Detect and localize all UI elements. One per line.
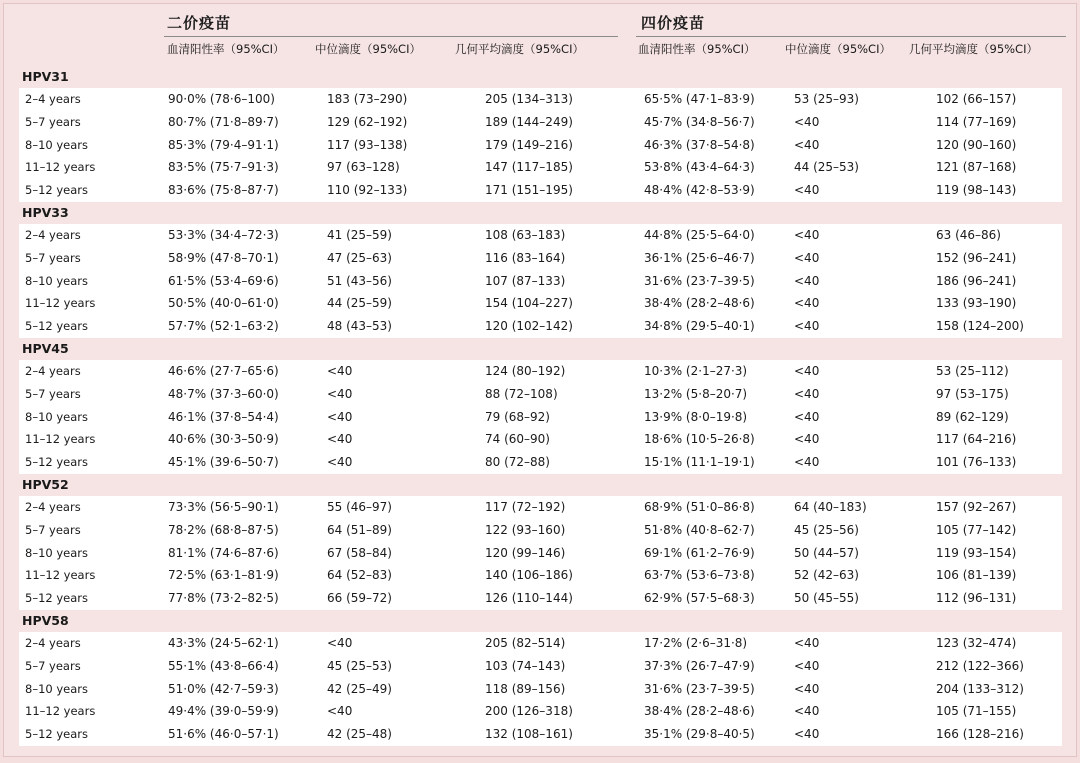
cell-gmt-2v: 200 (126–318) [485,704,573,719]
cell-seropositivity-4v: 36·1% (25·6–46·7) [644,250,755,265]
table-row [19,678,1062,701]
cell-median-titre-2v: 117 (93–138) [327,137,408,152]
cell-gmt-4v: 112 (96–131) [936,591,1017,606]
cell-median-titre-2v: 55 (46–97) [327,499,392,514]
cell-gmt-2v: 118 (89–156) [485,681,566,696]
cell-gmt-4v: 101 (76–133) [936,455,1017,470]
table-row [19,156,1062,179]
cell-median-titre-2v: 42 (25–49) [327,681,392,696]
cell-gmt-4v: 166 (128–216) [936,727,1024,742]
cell-gmt-2v: 205 (134–313) [485,92,573,106]
cell-median-titre-2v: 41 (25–59) [327,227,392,242]
table-row [19,451,1062,474]
cell-median-titre-2v: 51 (43–56) [327,273,392,288]
cell-seropositivity-2v: 50·5% (40·0–61·0) [168,296,279,311]
cell-gmt-2v: 189 (144–249) [485,114,573,129]
cell-age-group: 5–7 years [25,522,81,537]
table-row [19,406,1062,429]
table-row [19,134,1062,157]
cell-median-titre-2v: 64 (52–83) [327,568,392,583]
cell-age-group: 5–7 years [25,114,81,129]
cell-median-titre-4v: <40 [794,319,820,334]
cell-median-titre-4v: <40 [794,363,820,378]
cell-seropositivity-4v: 37·3% (26·7–47·9) [644,658,755,673]
cell-age-group: 2–4 years [25,363,81,378]
cell-median-titre-2v: 97 (63–128) [327,160,400,175]
cell-median-titre-4v: <40 [794,273,820,288]
cell-seropositivity-2v: 51·6% (46·0–57·1) [168,727,279,742]
results-table [3,3,1077,757]
cell-median-titre-2v: <40 [327,704,353,719]
cell-age-group: 11–12 years [25,704,96,719]
cell-gmt-4v: 157 (92–267) [936,499,1017,514]
table-row [19,542,1062,565]
cell-gmt-2v: 126 (110–144) [485,591,573,606]
cell-gmt-4v: 119 (98–143) [936,183,1017,198]
cell-seropositivity-4v: 17·2% (2·6–31·8) [644,635,748,650]
cell-gmt-2v: 154 (104–227) [485,296,573,311]
table-row [19,723,1062,746]
section-header-hpv52: HPV52 [4,474,1076,496]
cell-gmt-2v: 116 (83–164) [485,250,566,265]
cell-median-titre-4v: <40 [794,455,820,470]
cell-age-group: 5–7 years [25,658,81,673]
cell-median-titre-4v: 64 (40–183) [794,499,867,514]
cell-median-titre-2v: 67 (58–84) [327,545,392,560]
table-row [19,111,1062,134]
cell-median-titre-4v: 53 (25–93) [794,92,859,106]
cell-median-titre-4v: <40 [794,183,820,198]
cell-age-group: 11–12 years [25,296,96,311]
col-head-seropositivity-4v: 血清阳性率（95%CI） [638,42,756,56]
cell-median-titre-2v: 183 (73–290) [327,92,408,106]
cell-gmt-2v: 107 (87–133) [485,273,566,288]
cell-gmt-4v: 102 (66–157) [936,92,1017,106]
cell-gmt-2v: 147 (117–185) [485,160,573,175]
cell-gmt-4v: 204 (133–312) [936,681,1024,696]
cell-seropositivity-4v: 13·2% (5·8–20·7) [644,386,748,401]
cell-median-titre-2v: 44 (25–59) [327,296,392,311]
group-title-bivalent: 二价疫苗 [167,14,232,32]
cell-age-group: 8–10 years [25,545,89,560]
cell-seropositivity-4v: 15·1% (11·1–19·1) [644,455,755,470]
cell-seropositivity-4v: 44·8% (25·5–64·0) [644,227,755,242]
cell-seropositivity-4v: 46·3% (37·8–54·8) [644,137,755,152]
cell-gmt-4v: 120 (90–160) [936,137,1017,152]
cell-gmt-4v: 186 (96–241) [936,273,1017,288]
table-row [19,315,1062,338]
cell-gmt-4v: 133 (93–190) [936,296,1017,311]
table-header [4,4,1076,66]
cell-median-titre-4v: 50 (45–55) [794,591,859,606]
cell-seropositivity-4v: 65·5% (47·1–83·9) [644,92,755,106]
cell-median-titre-4v: <40 [794,681,820,696]
section-header-hpv31: HPV31 [4,66,1076,88]
cell-median-titre-4v: <40 [794,658,820,673]
cell-median-titre-4v: <40 [794,727,820,742]
section-header-hpv45: HPV45 [4,338,1076,360]
cell-age-group: 5–12 years [25,455,89,470]
table-row [19,360,1062,383]
table-row [19,270,1062,293]
cell-median-titre-4v: 52 (42–63) [794,568,859,583]
cell-median-titre-4v: <40 [794,432,820,447]
cell-median-titre-4v: <40 [794,409,820,424]
cell-gmt-4v: 97 (53–175) [936,386,1009,401]
col-head-median-titre-4v: 中位滴度（95%CI） [785,42,891,56]
cell-age-group: 2–4 years [25,92,81,106]
cell-gmt-4v: 212 (122–366) [936,658,1024,673]
cell-median-titre-4v: <40 [794,114,820,129]
cell-median-titre-4v: <40 [794,704,820,719]
cell-median-titre-4v: <40 [794,386,820,401]
table-row [19,587,1062,610]
cell-age-group: 11–12 years [25,432,96,447]
cell-gmt-2v: 132 (108–161) [485,727,573,742]
section-body [19,360,1062,474]
cell-seropositivity-2v: 55·1% (43·8–66·4) [168,658,279,673]
table-row [19,88,1062,111]
cell-gmt-2v: 120 (99–146) [485,545,566,560]
cell-seropositivity-2v: 46·1% (37·8–54·4) [168,409,279,424]
cell-gmt-2v: 88 (72–108) [485,386,558,401]
cell-median-titre-4v: <40 [794,137,820,152]
cell-seropositivity-4v: 31·6% (23·7–39·5) [644,273,755,288]
cell-gmt-2v: 79 (68–92) [485,409,550,424]
cell-seropositivity-2v: 58·9% (47·8–70·1) [168,250,279,265]
cell-seropositivity-2v: 46·6% (27·7–65·6) [168,363,279,378]
cell-age-group: 8–10 years [25,681,89,696]
table-row [19,632,1062,655]
cell-seropositivity-4v: 68·9% (51·0–86·8) [644,499,755,514]
table-row [19,224,1062,247]
table-row [19,179,1062,202]
table-row [19,519,1062,542]
section-header-hpv58: HPV58 [4,610,1076,632]
cell-median-titre-2v: <40 [327,432,353,447]
section-header-hpv33: HPV33 [4,202,1076,224]
cell-seropositivity-4v: 13·9% (8·0–19·8) [644,409,748,424]
cell-seropositivity-4v: 69·1% (61·2–76·9) [644,545,755,560]
cell-gmt-2v: 124 (80–192) [485,363,566,378]
cell-gmt-4v: 119 (93–154) [936,545,1017,560]
cell-age-group: 2–4 years [25,635,81,650]
cell-seropositivity-4v: 35·1% (29·8–40·5) [644,727,755,742]
cell-gmt-2v: 103 (74–143) [485,658,566,673]
cell-gmt-4v: 89 (62–129) [936,409,1009,424]
cell-seropositivity-2v: 61·5% (53·4–69·6) [168,273,279,288]
cell-seropositivity-2v: 72·5% (63·1–81·9) [168,568,279,583]
section-body [19,632,1062,746]
cell-gmt-4v: 117 (64–216) [936,432,1017,447]
cell-age-group: 8–10 years [25,273,89,288]
cell-median-titre-4v: <40 [794,635,820,650]
cell-median-titre-2v: 48 (43–53) [327,319,392,334]
cell-gmt-4v: 53 (25–112) [936,363,1009,378]
cell-seropositivity-4v: 51·8% (40·8–62·7) [644,522,755,537]
cell-gmt-4v: 158 (124–200) [936,319,1024,334]
group-rule-bivalent [164,36,618,37]
table-row [19,700,1062,723]
cell-gmt-2v: 140 (106–186) [485,568,573,583]
cell-median-titre-4v: 44 (25–53) [794,160,859,175]
cell-seropositivity-4v: 48·4% (42·8–53·9) [644,183,755,198]
cell-seropositivity-2v: 83·6% (75·8–87·7) [168,183,279,198]
cell-gmt-2v: 108 (63–183) [485,227,566,242]
col-head-gmt-2v: 几何平均滴度（95%CI） [455,42,584,56]
cell-median-titre-2v: <40 [327,363,353,378]
cell-median-titre-2v: 45 (25–53) [327,658,392,673]
cell-age-group: 2–4 years [25,227,81,242]
cell-gmt-2v: 179 (149–216) [485,137,573,152]
cell-seropositivity-4v: 18·6% (10·5–26·8) [644,432,755,447]
table-row [19,292,1062,315]
cell-gmt-2v: 74 (60–90) [485,432,550,447]
cell-median-titre-4v: 45 (25–56) [794,522,859,537]
cell-age-group: 11–12 years [25,160,96,175]
cell-median-titre-4v: 50 (44–57) [794,545,859,560]
cell-age-group: 5–12 years [25,319,89,334]
table-row [19,655,1062,678]
table-sections [4,66,1076,746]
cell-age-group: 8–10 years [25,137,89,152]
cell-gmt-2v: 117 (72–192) [485,499,566,514]
cell-gmt-4v: 121 (87–168) [936,160,1017,175]
cell-seropositivity-2v: 83·5% (75·7–91·3) [168,160,279,175]
cell-median-titre-2v: 42 (25–48) [327,727,392,742]
cell-median-titre-2v: 110 (92–133) [327,183,408,198]
cell-gmt-2v: 122 (93–160) [485,522,566,537]
cell-seropositivity-2v: 45·1% (39·6–50·7) [168,455,279,470]
cell-median-titre-2v: 129 (62–192) [327,114,408,129]
col-head-seropositivity-2v: 血清阳性率（95%CI） [167,42,285,56]
cell-seropositivity-4v: 38·4% (28·2–48·6) [644,704,755,719]
cell-seropositivity-2v: 81·1% (74·6–87·6) [168,545,279,560]
cell-gmt-2v: 171 (151–195) [485,183,573,198]
table-row [19,428,1062,451]
cell-gmt-2v: 205 (82–514) [485,635,566,650]
cell-median-titre-2v: <40 [327,409,353,424]
cell-gmt-4v: 114 (77–169) [936,114,1017,129]
cell-median-titre-4v: <40 [794,227,820,242]
cell-gmt-2v: 80 (72–88) [485,455,550,470]
cell-age-group: 5–12 years [25,591,89,606]
cell-age-group: 5–12 years [25,183,89,198]
cell-gmt-4v: 105 (77–142) [936,522,1017,537]
cell-median-titre-2v: 66 (59–72) [327,591,392,606]
cell-median-titre-2v: 64 (51–89) [327,522,392,537]
cell-seropositivity-2v: 80·7% (71·8–89·7) [168,114,279,129]
cell-age-group: 5–7 years [25,386,81,401]
cell-seropositivity-4v: 31·6% (23·7–39·5) [644,681,755,696]
group-title-quadrivalent: 四价疫苗 [641,14,706,32]
cell-median-titre-4v: <40 [794,296,820,311]
cell-seropositivity-4v: 10·3% (2·1–27·3) [644,363,748,378]
cell-gmt-4v: 152 (96–241) [936,250,1017,265]
cell-median-titre-2v: <40 [327,635,353,650]
cell-gmt-2v: 120 (102–142) [485,319,573,334]
cell-seropositivity-2v: 77·8% (73·2–82·5) [168,591,279,606]
cell-age-group: 5–12 years [25,727,89,742]
cell-gmt-4v: 63 (46–86) [936,227,1001,242]
cell-age-group: 2–4 years [25,499,81,514]
cell-gmt-4v: 123 (32–474) [936,635,1017,650]
cell-age-group: 5–7 years [25,250,81,265]
cell-seropositivity-4v: 34·8% (29·5–40·1) [644,319,755,334]
cell-seropositivity-2v: 78·2% (68·8–87·5) [168,522,279,537]
cell-seropositivity-4v: 53·8% (43·4–64·3) [644,160,755,175]
cell-seropositivity-4v: 45·7% (34·8–56·7) [644,114,755,129]
table-row [19,496,1062,519]
table-row [19,247,1062,270]
cell-seropositivity-2v: 51·0% (42·7–59·3) [168,681,279,696]
cell-seropositivity-2v: 43·3% (24·5–62·1) [168,635,279,650]
section-body [19,224,1062,338]
table-row [19,383,1062,406]
cell-seropositivity-2v: 49·4% (39·0–59·9) [168,704,279,719]
cell-seropositivity-2v: 73·3% (56·5–90·1) [168,499,279,514]
section-body [19,496,1062,610]
group-rule-quadrivalent [636,36,1066,37]
cell-median-titre-2v: <40 [327,386,353,401]
table-row [19,564,1062,587]
cell-median-titre-4v: <40 [794,250,820,265]
cell-seropositivity-2v: 90·0% (78·6–100) [168,92,275,106]
cell-seropositivity-4v: 38·4% (28·2–48·6) [644,296,755,311]
cell-seropositivity-4v: 63·7% (53·6–73·8) [644,568,755,583]
cell-median-titre-2v: 47 (25–63) [327,250,392,265]
col-head-median-titre-2v: 中位滴度（95%CI） [315,42,421,56]
cell-gmt-4v: 106 (81–139) [936,568,1017,583]
cell-seropositivity-4v: 62·9% (57·5–68·3) [644,591,755,606]
cell-gmt-4v: 105 (71–155) [936,704,1017,719]
cell-seropositivity-2v: 48·7% (37·3–60·0) [168,386,279,401]
cell-median-titre-2v: <40 [327,455,353,470]
cell-seropositivity-2v: 85·3% (79·4–91·1) [168,137,279,152]
cell-seropositivity-2v: 40·6% (30·3–50·9) [168,432,279,447]
cell-seropositivity-2v: 53·3% (34·4–72·3) [168,227,279,242]
cell-age-group: 8–10 years [25,409,89,424]
section-body [19,88,1062,202]
cell-age-group: 11–12 years [25,568,96,583]
cell-seropositivity-2v: 57·7% (52·1–63·2) [168,319,279,334]
col-head-gmt-4v: 几何平均滴度（95%CI） [909,42,1038,56]
